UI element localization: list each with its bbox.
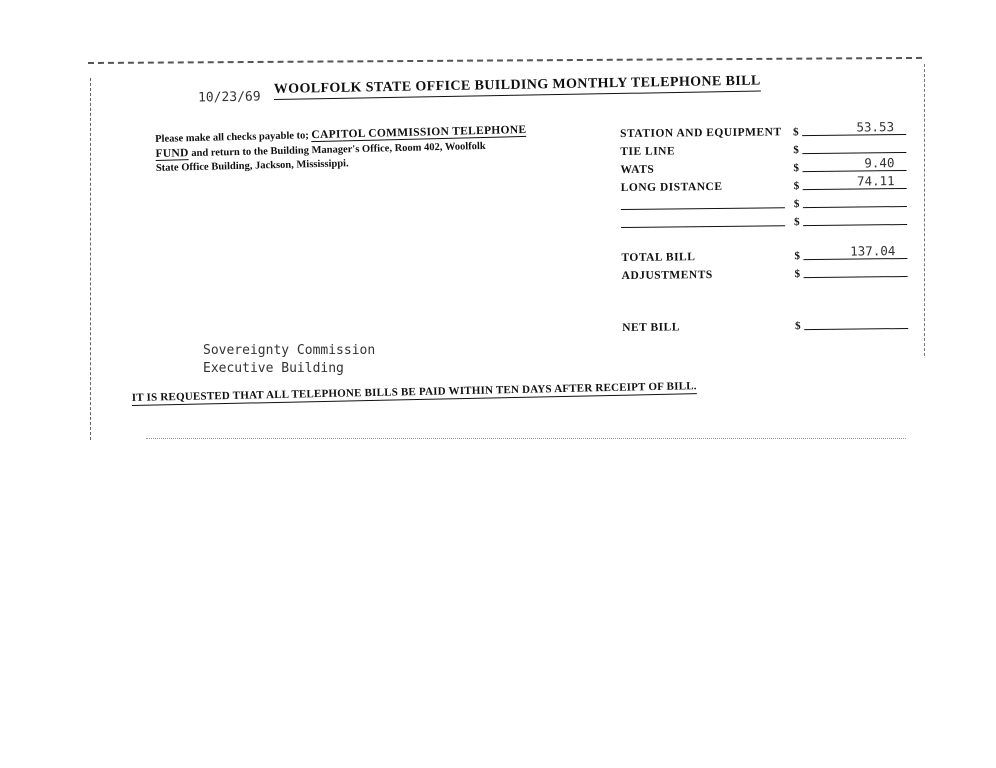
amount-line [803,188,907,190]
charge-amount: 53.53 [856,119,895,135]
payee-name-line2: FUND [155,147,189,160]
charge-row-blank-2 [621,209,913,230]
amount-line [802,134,906,136]
dollar-sign: $ [795,320,801,333]
dollar-sign: $ [794,268,801,281]
addressee-block [203,342,375,378]
dollar-sign: $ [793,162,800,175]
bill-date: 10/23/69 [197,89,261,106]
amount-line [804,328,908,330]
instructions-address: State Office Building, Jackson, Mississippi. [155,158,349,174]
dollar-sign: $ [793,126,799,139]
dollar-sign: $ [794,250,800,263]
dollar-sign: $ [793,198,800,211]
charge-label: LONG DISTANCE [620,180,723,194]
adjustments-label: ADJUSTMENTS [621,269,713,282]
net-bill-row [622,313,914,334]
charge-label: TIE LINE [620,145,676,158]
charge-amount: 9.40 [864,155,895,171]
dollar-sign: $ [793,216,800,229]
amount-line [802,152,906,154]
form-right-border [924,64,925,356]
instructions-prefix: Please make all checks payable to; [155,130,309,145]
addressee-line2: Executive Building [203,361,344,376]
payment-notice: IT IS REQUESTED THAT ALL TELEPHONE BILLS BE PAID WITHIN TEN DAYS AFTER RECEIPT OF BILL. [131,380,697,405]
payment-instructions [155,122,551,176]
charge-label: WATS [620,163,655,176]
addressee-line1: Sovereignty Commission [203,343,376,358]
amount-line [803,224,907,226]
form-top-border [88,57,922,64]
charge-amount: 74.11 [856,173,895,189]
blank-label-line [621,225,785,228]
form-left-border [90,78,91,440]
dollar-sign: $ [793,144,799,157]
net-bill-label: NET BILL [622,321,681,334]
instructions-return-text: and return to the Building Manager's Office, Room 402, Woolfolk [191,140,486,160]
amount-line [804,276,908,278]
charges-ledger [620,119,912,334]
total-bill-label: TOTAL BILL [621,251,696,264]
dollar-sign: $ [793,180,800,193]
amount-line [803,206,907,208]
adjustments-row [621,261,913,282]
bill-title: WOOLFOLK STATE OFFICE BUILDING MONTHLY TELEPHONE BILL [274,74,761,100]
form-bottom-border [146,438,906,439]
charge-label: STATION AND EQUIPMENT [620,126,782,140]
amount-line [803,170,907,172]
payee-name-line1: CAPITOL COMMISSION TELEPHONE [311,123,527,142]
total-bill-amount: 137.04 [850,243,896,259]
